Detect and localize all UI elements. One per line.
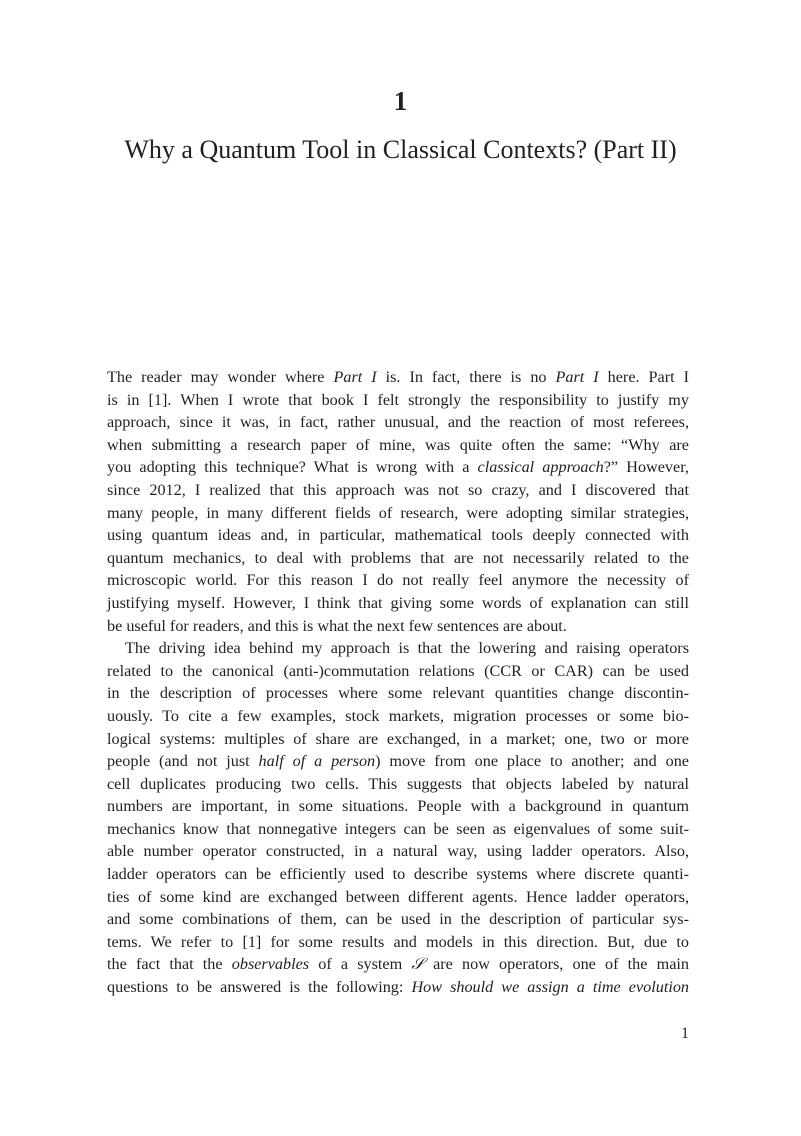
body-text [107, 366, 689, 999]
text-segment: using quantum ideas and, in particular, mathematical tools deeply connected with [107, 526, 689, 545]
text-line [107, 953, 689, 976]
text-line [107, 389, 689, 412]
text-line [107, 502, 689, 525]
text-segment: logical systems: multiples of share are exchanged, in a market; one, two or more [107, 729, 689, 748]
text-segment: many people, in many different fields of research, were adopting similar strategies, [107, 503, 689, 522]
text-segment: quantum mechanics, to deal with problems that are not necessarily related to the [107, 548, 689, 567]
text-line [107, 411, 689, 434]
text-line [107, 592, 689, 615]
text-segment: cell duplicates producing two cells. This suggests that objects labeled by natural [107, 774, 689, 793]
text-line [107, 547, 689, 570]
text-line [107, 456, 689, 479]
text-segment: numbers are important, in some situations. People with a background in quantum [107, 797, 689, 816]
text-segment: justifying myself. However, I think that giving some words of explanation can still [107, 593, 689, 612]
text-segment: The reader may wonder where [107, 368, 334, 386]
text-segment: of a system [309, 955, 412, 974]
text-line [107, 773, 689, 796]
text-line [107, 728, 689, 751]
text-segment: be useful for readers, and this is what the next few sentences are about. [107, 616, 567, 635]
text-segment: The driving idea behind my approach is that the lowering and raising operators [125, 639, 689, 658]
chapter-number: 1 [393, 86, 408, 116]
text-line [107, 840, 689, 863]
text-segment: ties of some kind are exchanged between different agents. Hence ladder operators, [107, 887, 689, 906]
emphasis-text: half of a person [258, 752, 376, 771]
text-segment: questions to be answered is the following: [107, 978, 412, 997]
text-segment: is. In fact, there is no [376, 368, 556, 386]
text-segment: and some combinations of them, can be used in the description of particular sys- [107, 910, 689, 929]
text-line [107, 434, 689, 457]
text-line [107, 660, 689, 683]
text-line [107, 976, 689, 999]
text-segment: mechanics know that nonnegative integers can be seen as eigenvalues of some suit- [107, 819, 689, 838]
text-line [107, 524, 689, 547]
text-segment: ladder operators can be efficiently used to describe systems where discrete quanti- [107, 865, 689, 884]
text-line [107, 637, 689, 660]
text-line [107, 615, 689, 638]
text-segment: microscopic world. For this reason I do not really feel anymore the necessity of [107, 571, 689, 590]
text-line [107, 795, 689, 818]
text-segment: the fact that the [107, 955, 232, 974]
text-line [107, 886, 689, 909]
text-segment: uously. To cite a few examples, stock markets, migration processes or some bio- [107, 706, 689, 725]
chapter-title: Why a Quantum Tool in Classical Contexts? (Part II) [124, 135, 677, 164]
text-line [107, 479, 689, 502]
text-line [107, 863, 689, 886]
text-line [107, 818, 689, 841]
text-segment: people (and not just [107, 752, 259, 771]
text-line [107, 366, 689, 389]
text-line [107, 908, 689, 931]
text-line [107, 931, 689, 954]
emphasis-text: Part I [333, 368, 377, 386]
emphasis-text: observables [231, 955, 310, 974]
emphasis-text: classical approach [477, 458, 604, 477]
text-segment: you adopting this technique? What is wrong with a [107, 458, 478, 477]
text-segment: able number operator constructed, in a natural way, using ladder operators. Also, [107, 842, 689, 861]
text-segment: tems. We refer to [1] for some results and models in this direction. But, due to [107, 932, 689, 951]
text-segment: ?” However, [603, 458, 689, 477]
text-line [107, 705, 689, 728]
emphasis-text: Part I [555, 368, 599, 386]
text-segment: here. Part I [598, 368, 689, 386]
text-segment: are now operators, one of the main [423, 955, 689, 974]
emphasis-text: How should we assign a time evolution [411, 978, 690, 997]
math-symbol: 𝒮 [411, 954, 424, 974]
text-segment: when submitting a research paper of mine, was quite often the same: “Why are [107, 435, 689, 454]
text-line [107, 750, 689, 773]
text-segment: related to the canonical (anti-)commutation relations (CCR or CAR) can be used [107, 661, 689, 680]
text-segment: approach, since it was, in fact, rather unusual, and the reaction of most referees, [107, 413, 689, 432]
text-segment: since 2012, I realized that this approach was not so crazy, and I discovered that [107, 480, 689, 499]
text-segment: ) move from one place to another; and one [375, 752, 689, 771]
text-segment: in the description of processes where some relevant quantities change discontin- [107, 684, 689, 703]
text-line [107, 682, 689, 705]
page-number: 1 [681, 1025, 689, 1042]
text-segment: is in [1]. When I wrote that book I felt strongly the responsibility to justify my [107, 390, 689, 409]
text-line [107, 569, 689, 592]
